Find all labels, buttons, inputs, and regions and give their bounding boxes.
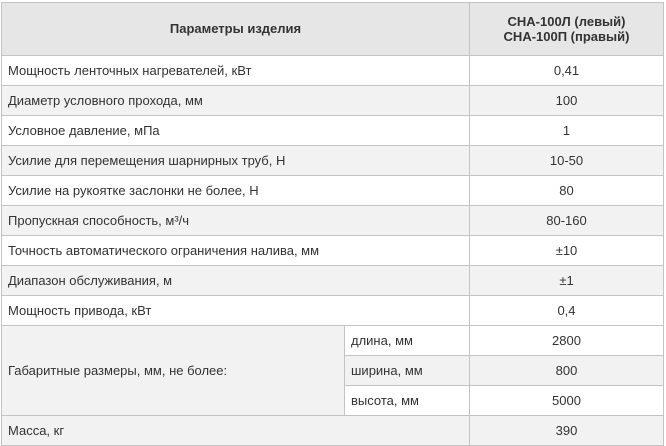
row-param: Усилие для перемещения шарнирных труб, Н — [2, 146, 470, 176]
table-header-row — [2, 3, 664, 56]
mass-value: 390 — [470, 416, 664, 446]
row-param: Диаметр условного прохода, мм — [2, 86, 470, 116]
table-row — [2, 296, 664, 326]
row-param: Диапазон обслуживания, м — [2, 266, 470, 296]
row-param: Пропускная способность, м³/ч — [2, 206, 470, 236]
row-param: Точность автоматического ограничения налива, мм — [2, 236, 470, 266]
row-param: Усилие на рукоятке заслонки не более, Н — [2, 176, 470, 206]
row-value: 100 — [470, 86, 664, 116]
dimension-label-width: ширина, мм — [345, 356, 470, 386]
dimension-value-height: 5000 — [470, 386, 664, 416]
table-row — [2, 86, 664, 116]
row-param: Условное давление, мПа — [2, 116, 470, 146]
table-row — [2, 236, 664, 266]
dimension-value-length: 2800 — [470, 326, 664, 356]
dimension-value-width: 800 — [470, 356, 664, 386]
row-value: 0,41 — [470, 56, 664, 86]
row-value: ±1 — [470, 266, 664, 296]
row-param: Мощность привода, кВт — [2, 296, 470, 326]
row-value: 10-50 — [470, 146, 664, 176]
mass-row — [2, 416, 664, 446]
dimensions-row-length — [2, 326, 664, 356]
row-value: 1 — [470, 116, 664, 146]
table-row — [2, 56, 664, 86]
row-value: 0,4 — [470, 296, 664, 326]
dimensions-label: Габаритные размеры, мм, не более: — [2, 326, 345, 416]
header-param: Параметры изделия — [2, 3, 470, 56]
table-row — [2, 176, 664, 206]
table-row — [2, 146, 664, 176]
header-model-right: СНА-100П (правый) — [503, 29, 630, 44]
row-value: ±10 — [470, 236, 664, 266]
row-value: 80 — [470, 176, 664, 206]
mass-label: Масса, кг — [2, 416, 470, 446]
table-row — [2, 116, 664, 146]
header-model — [470, 3, 664, 56]
table-row — [2, 266, 664, 296]
spec-table — [1, 2, 664, 446]
table-row — [2, 206, 664, 236]
dimension-label-length: длина, мм — [345, 326, 470, 356]
row-value: 80-160 — [470, 206, 664, 236]
row-param: Мощность ленточных нагревателей, кВт — [2, 56, 470, 86]
dimension-label-height: высота, мм — [345, 386, 470, 416]
header-model-left: СНА-100Л (левый) — [507, 14, 626, 29]
